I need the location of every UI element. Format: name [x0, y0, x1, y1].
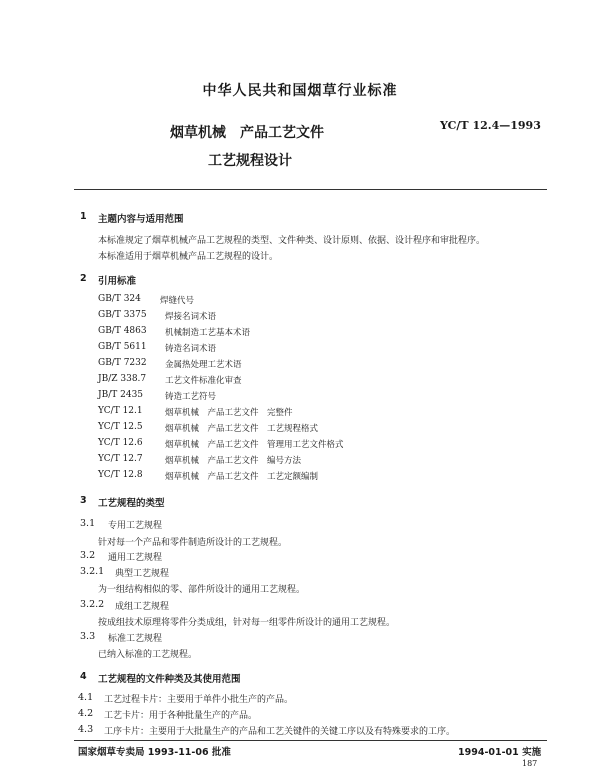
clause-number: 3.2.1 [80, 566, 105, 577]
reference-title: 烟草机械 产品工艺文件 完整件 [165, 408, 293, 418]
reference-code: JB/T 2435 [98, 390, 144, 400]
clause-number: 3.1 [80, 518, 96, 529]
clause-number: 3.3 [80, 631, 96, 642]
clause-heading: 成组工艺规程 [115, 602, 170, 612]
clause-number: 4.3 [78, 724, 94, 735]
reference-title: 焊缝代号 [160, 296, 195, 306]
section-3-heading: 工艺规程的类型 [98, 498, 165, 509]
section-3-number: 3 [80, 495, 87, 506]
reference-title: 焊接名词术语 [165, 312, 217, 322]
reference-title: 铸造名词术语 [165, 344, 217, 354]
document-title-line1: 烟草机械 产品工艺文件 [170, 125, 324, 141]
section-4-number: 4 [80, 671, 87, 682]
reference-code: YC/T 12.1 [98, 406, 143, 416]
page-number: 187 [522, 759, 538, 768]
approval-date: 国家烟草专卖局 1993-11-06 批准 [78, 747, 231, 758]
reference-code: YC/T 12.8 [98, 470, 143, 480]
standard-category-title: 中华人民共和国烟草行业标准 [202, 83, 398, 99]
reference-code: GB/T 324 [98, 294, 141, 304]
clause-text: 针对每一个产品和零件制造所设计的工艺规程。 [98, 538, 288, 548]
clause-number: 4.2 [78, 708, 94, 719]
clause-text: 为一组结构相似的零、部件所设计的通用工艺规程。 [98, 585, 306, 595]
header-divider [74, 189, 547, 190]
reference-code: GB/T 7232 [98, 358, 147, 368]
reference-title: 烟草机械 产品工艺文件 编号方法 [165, 456, 302, 466]
implementation-date: 1994-01-01 实施 [458, 747, 542, 758]
reference-code: JB/Z 338.7 [98, 374, 147, 384]
reference-code: GB/T 5611 [98, 342, 147, 352]
reference-title: 烟草机械 产品工艺文件 工艺定额编制 [165, 472, 319, 482]
section-4-heading: 工艺规程的文件种类及其使用范围 [98, 674, 241, 685]
section-2-number: 2 [80, 273, 87, 284]
clause-text: 工艺过程卡片：主要用于单件小批生产的产品。 [104, 695, 294, 705]
section-1-paragraph: 本标准规定了烟草机械产品工艺规程的类型、文件种类、设计原则、依据、设计程序和审批程序。 [98, 236, 486, 246]
clause-heading: 通用工艺规程 [108, 553, 163, 563]
reference-code: YC/T 12.6 [98, 438, 143, 448]
section-2-heading: 引用标准 [98, 276, 137, 287]
clause-text: 工序卡片：主要用于大批量生产的产品和工艺关键件的关键工序以及有特殊要求的工序。 [104, 727, 456, 737]
clause-number: 3.2.2 [80, 599, 105, 610]
clause-heading: 标准工艺规程 [108, 634, 163, 644]
reference-title: 烟草机械 产品工艺文件 管理用工艺文件格式 [165, 440, 344, 450]
section-1-heading: 主题内容与适用范围 [98, 214, 184, 225]
section-1-number: 1 [80, 211, 87, 222]
clause-text: 按成组技术原理将零件分类成组，针对每一组零件所设计的通用工艺规程。 [98, 618, 396, 628]
footer-divider [74, 740, 547, 741]
reference-code: GB/T 4863 [98, 326, 147, 336]
clause-text: 工艺卡片：用于各种批量生产的产品。 [104, 711, 258, 721]
reference-title: 机械制造工艺基本术语 [165, 328, 251, 338]
reference-code: GB/T 3375 [98, 310, 147, 320]
clause-number: 3.2 [80, 550, 96, 561]
clause-heading: 专用工艺规程 [108, 521, 163, 531]
standard-number: YC/T 12.4—1993 [440, 119, 541, 132]
clause-text: 已纳入标准的工艺规程。 [98, 650, 198, 660]
clause-number: 4.1 [78, 692, 94, 703]
reference-code: YC/T 12.5 [98, 422, 143, 432]
reference-title: 工艺文件标准化审查 [165, 376, 242, 386]
clause-heading: 典型工艺规程 [115, 569, 170, 579]
reference-title: 铸造工艺符号 [165, 392, 217, 402]
document-title-line2: 工艺规程设计 [208, 153, 292, 169]
reference-title: 烟草机械 产品工艺文件 工艺规程格式 [165, 424, 319, 434]
reference-code: YC/T 12.7 [98, 454, 143, 464]
reference-title: 金属热处理工艺术语 [165, 360, 242, 370]
section-1-paragraph: 本标准适用于烟草机械产品工艺规程的设计。 [98, 252, 279, 262]
